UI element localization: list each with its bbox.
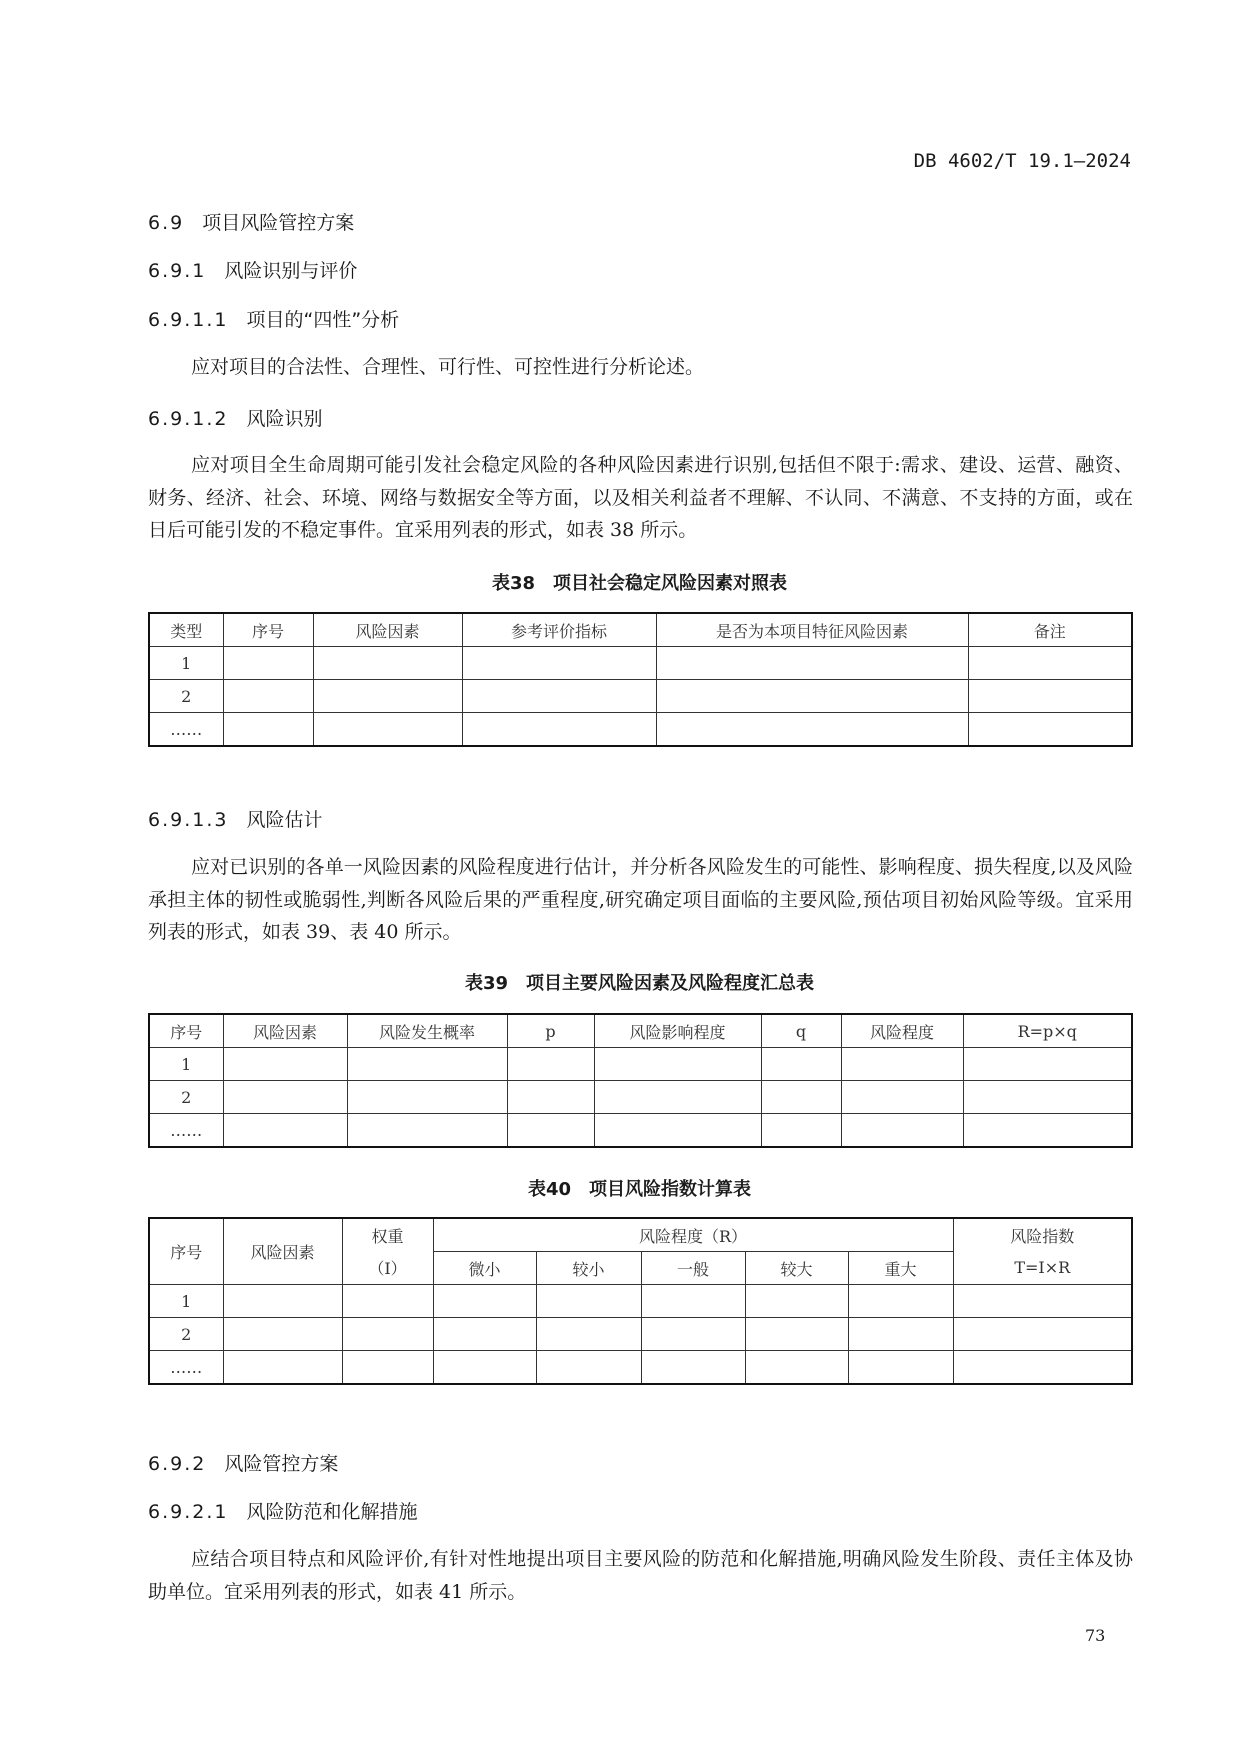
header-cell: 序号 bbox=[223, 613, 313, 647]
heading-title: 风险识别 bbox=[246, 408, 323, 430]
table39-caption: 表39 项目主要风险因素及风险程度汇总表 bbox=[464, 973, 815, 994]
header-cell: 风险因素 bbox=[313, 613, 462, 647]
table-header-row bbox=[149, 1014, 1132, 1048]
header-cell: 重大 bbox=[848, 1252, 953, 1285]
heading-number: 6.9.2 bbox=[148, 1453, 207, 1475]
header-cell: 备注 bbox=[968, 613, 1132, 647]
heading-title: 项目的“四性”分析 bbox=[246, 309, 400, 331]
row-label: …… bbox=[149, 713, 223, 747]
header-cell: 风险影响程度 bbox=[594, 1014, 761, 1048]
heading-title: 风险识别与评价 bbox=[224, 260, 358, 282]
table-row bbox=[149, 1285, 1132, 1318]
header-cell: 一般 bbox=[641, 1252, 745, 1285]
heading-number: 6.9.2.1 bbox=[148, 1501, 229, 1523]
heading-6-9 bbox=[148, 208, 354, 235]
header-cell: 是否为本项目特征风险因素 bbox=[656, 613, 968, 647]
heading-6-9-1 bbox=[148, 256, 357, 283]
heading-6-9-1-1 bbox=[148, 305, 399, 332]
header-cell: 较大 bbox=[745, 1252, 848, 1285]
header-cell: 序号 bbox=[149, 1218, 223, 1285]
row-label: 2 bbox=[149, 1318, 223, 1351]
table38-caption: 表38 项目社会稳定风险因素对照表 bbox=[491, 573, 788, 594]
header-cell: 微小 bbox=[433, 1252, 536, 1285]
header-cell: q bbox=[761, 1014, 841, 1048]
header-cell: 类型 bbox=[149, 613, 223, 647]
heading-title: 风险管控方案 bbox=[224, 1453, 339, 1475]
table-row bbox=[149, 1114, 1132, 1148]
paragraph-four-properties: 应对项目的合法性、合理性、可行性、可控性进行分析论述。 bbox=[191, 356, 705, 378]
table-row bbox=[149, 1048, 1132, 1081]
header-cell: p bbox=[507, 1014, 594, 1048]
header-cell: 序号 bbox=[149, 1014, 223, 1048]
heading-title: 风险防范和化解措施 bbox=[246, 1501, 418, 1523]
table-row bbox=[149, 713, 1132, 747]
table-row bbox=[149, 1318, 1132, 1351]
header-cell: 风险程度（R） bbox=[433, 1218, 953, 1252]
table-header-row bbox=[149, 1218, 1132, 1252]
row-label: 2 bbox=[149, 1081, 223, 1114]
table40-caption: 表40 项目风险指数计算表 bbox=[527, 1179, 752, 1200]
document-code-header: DB 4602/T 19.1—2024 bbox=[913, 150, 1131, 172]
header-cell: 参考评价指标 bbox=[462, 613, 656, 647]
header-cell: 较小 bbox=[536, 1252, 641, 1285]
row-label: 2 bbox=[149, 680, 223, 713]
header-cell: 权重 bbox=[342, 1218, 433, 1252]
row-label: 1 bbox=[149, 647, 223, 680]
table-row bbox=[149, 680, 1132, 713]
header-cell: 风险因素 bbox=[223, 1014, 347, 1048]
heading-title: 项目风险管控方案 bbox=[202, 212, 355, 234]
table-row bbox=[149, 1081, 1132, 1114]
paragraph-risk-estimation: 应对已识别的各单一风险因素的风险程度进行估计，并分析各风险发生的可能性、影响程度、损失程度,以及风险承担主体的韧性或脆弱性,判断各风险后果的严重程度,研究确定项目面临的主要风险,预估项目初始风险等级。宜采用列表的形式，如表 39、表 40 所示。 bbox=[148, 856, 1133, 943]
table40 bbox=[148, 1217, 1133, 1385]
heading-number: 6.9.1.2 bbox=[148, 408, 229, 430]
heading-number: 6.9.1.1 bbox=[148, 309, 229, 331]
table38 bbox=[148, 612, 1133, 747]
heading-6-9-1-3 bbox=[148, 805, 323, 832]
heading-6-9-2 bbox=[148, 1449, 338, 1476]
header-cell: R=p×q bbox=[963, 1014, 1132, 1048]
heading-number: 6.9 bbox=[148, 212, 185, 234]
heading-title: 风险估计 bbox=[246, 809, 323, 831]
header-cell: 风险发生概率 bbox=[347, 1014, 507, 1048]
heading-6-9-2-1 bbox=[148, 1497, 418, 1524]
table-row bbox=[149, 647, 1132, 680]
heading-6-9-1-2 bbox=[148, 404, 323, 431]
row-label: …… bbox=[149, 1351, 223, 1385]
header-cell: 风险因素 bbox=[223, 1218, 342, 1285]
paragraph-risk-mitigation: 应结合项目特点和风险评价,有针对性地提出项目主要风险的防范和化解措施,明确风险发生阶段、责任主体及协助单位。宜采用列表的形式，如表 41 所示。 bbox=[148, 1548, 1133, 1603]
table-row bbox=[149, 1351, 1132, 1385]
table39 bbox=[148, 1013, 1133, 1148]
row-label: 1 bbox=[149, 1285, 223, 1318]
header-cell: （I） bbox=[342, 1252, 433, 1285]
table-header-row bbox=[149, 613, 1132, 647]
row-label: …… bbox=[149, 1114, 223, 1148]
page-number: 73 bbox=[1085, 1626, 1106, 1645]
heading-number: 6.9.1 bbox=[148, 260, 207, 282]
header-cell: 风险程度 bbox=[841, 1014, 963, 1048]
header-cell: T=I×R bbox=[953, 1252, 1132, 1285]
header-cell: 风险指数 bbox=[953, 1218, 1132, 1252]
heading-number: 6.9.1.3 bbox=[148, 809, 229, 831]
paragraph-risk-identification: 应对项目全生命周期可能引发社会稳定风险的各种风险因素进行识别,包括但不限于:需求、建设、运营、融资、财务、经济、社会、环境、网络与数据安全等方面，以及相关利益者不理解、不认同、不满意、不支持的方面，或在日后可能引发的不稳定事件。宜采用列表的形式，如表 38 所示。 bbox=[148, 454, 1133, 541]
row-label: 1 bbox=[149, 1048, 223, 1081]
